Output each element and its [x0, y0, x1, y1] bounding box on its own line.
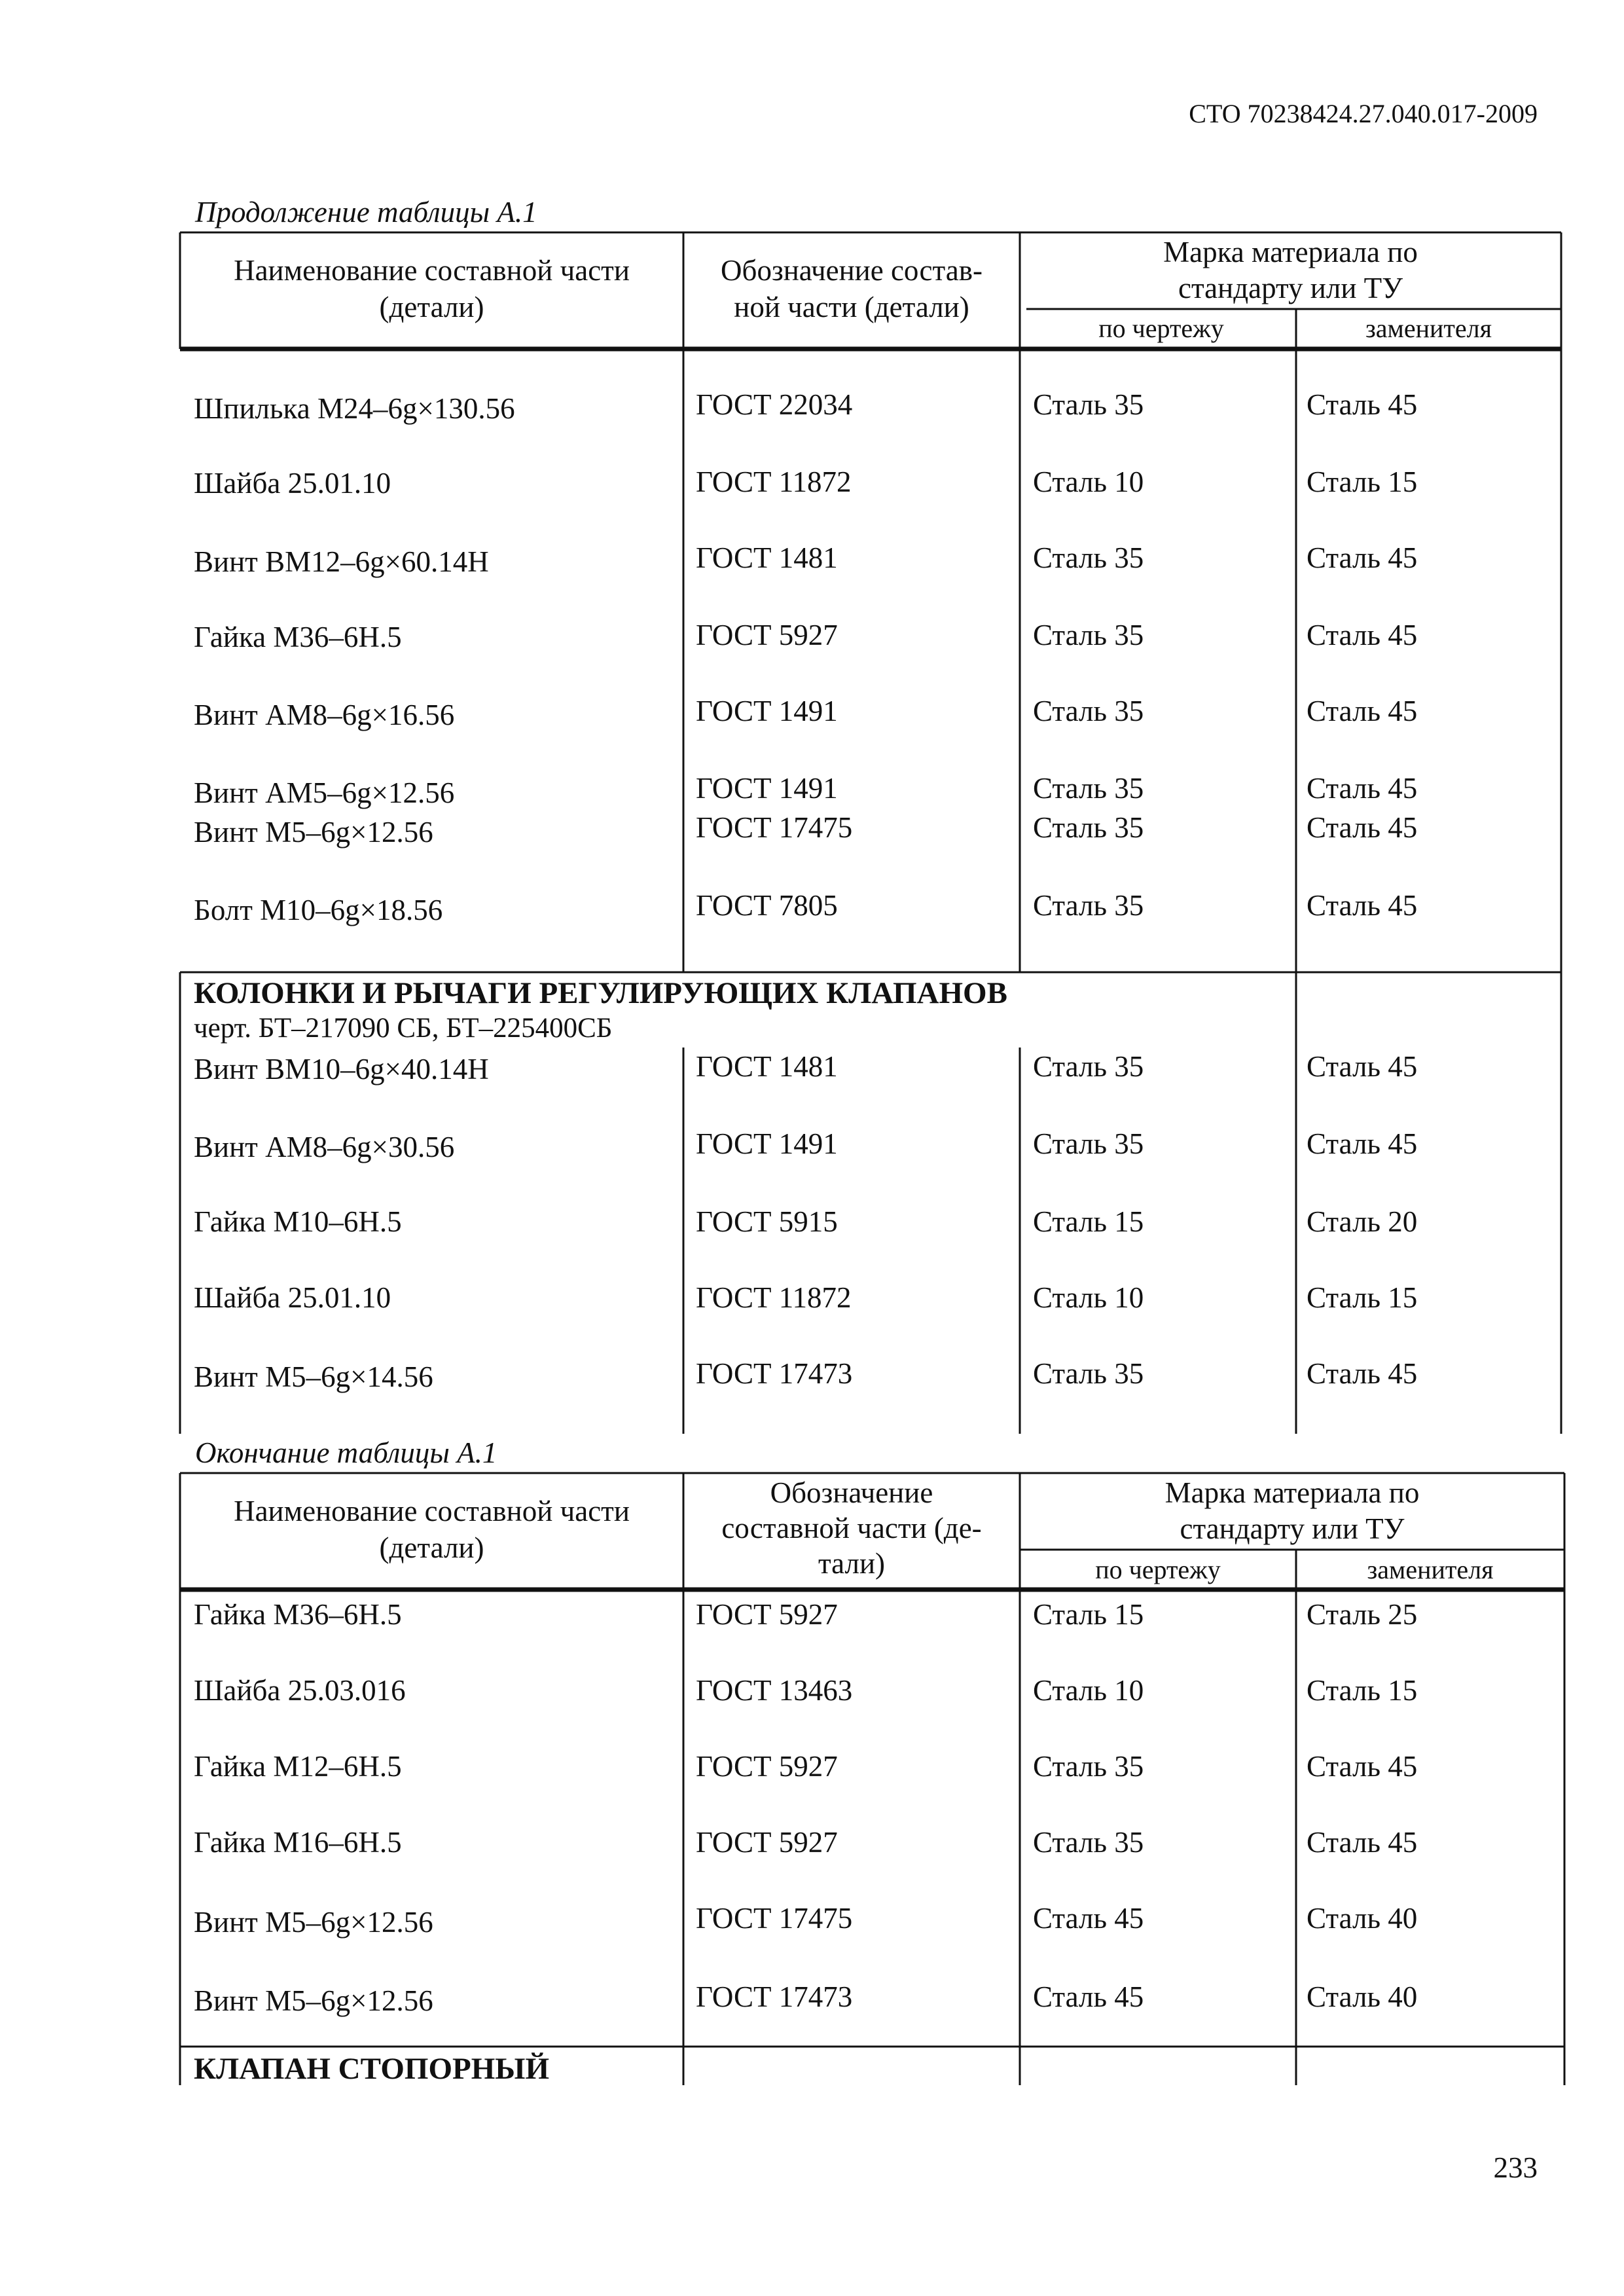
- part-designation: ГОСТ 1491: [696, 772, 838, 805]
- grade-by-drawing: Сталь 35: [1033, 619, 1144, 651]
- part-name: Винт АМ8–6g×16.56: [194, 699, 455, 731]
- document-code: СТО 70238424.27.040.017-2009: [1189, 99, 1538, 128]
- grade-by-drawing: Сталь 35: [1033, 695, 1144, 727]
- grade-by-drawing: Сталь 35: [1033, 1127, 1144, 1160]
- part-designation: ГОСТ 17475: [696, 811, 853, 844]
- part-name: Болт М10–6g×18.56: [194, 894, 443, 926]
- table2-header-name-line2: (детали): [379, 1531, 484, 1565]
- grade-substitute: Сталь 45: [1307, 1826, 1418, 1859]
- table1-header-name-line2: (детали): [379, 291, 484, 324]
- grade-substitute: Сталь 45: [1307, 1050, 1418, 1083]
- grade-substitute: Сталь 45: [1307, 1127, 1418, 1160]
- part-designation: ГОСТ 11872: [696, 465, 852, 498]
- part-name: Винт АМ5–6g×12.56: [194, 776, 455, 809]
- part-name: Винт М5–6g×14.56: [194, 1360, 433, 1393]
- table1-header-name: [180, 252, 683, 326]
- part-designation: ГОСТ 1481: [696, 1050, 838, 1083]
- part-designation: ГОСТ 17473: [696, 1980, 853, 2013]
- part-designation: ГОСТ 17473: [696, 1357, 853, 1390]
- grade-substitute: Сталь 20: [1307, 1205, 1418, 1238]
- grade-by-drawing: Сталь 35: [1033, 772, 1144, 805]
- grade-by-drawing: Сталь 35: [1033, 1750, 1144, 1783]
- grade-by-drawing: Сталь 35: [1033, 1357, 1144, 1390]
- table1-header-designation-line1: Обозначение состав-: [721, 254, 983, 287]
- grade-substitute: Сталь 45: [1307, 1357, 1418, 1390]
- table2-header-grade-line2: стандарту или ТУ: [1180, 1512, 1405, 1545]
- part-designation: ГОСТ 1491: [696, 1127, 838, 1160]
- part-designation: ГОСТ 5927: [696, 1750, 838, 1783]
- table2-header-designation-line2: составной части (де-: [721, 1512, 982, 1544]
- part-designation: ГОСТ 22034: [696, 388, 853, 421]
- grade-substitute: Сталь 15: [1307, 1674, 1418, 1707]
- table2-caption: Окончание таблицы А.1: [195, 1436, 497, 1469]
- grade-substitute: Сталь 45: [1307, 811, 1418, 844]
- part-name: Винт ВМ12–6g×60.14Н: [194, 545, 489, 578]
- part-name: Шайба 25.03.016: [194, 1674, 406, 1707]
- grade-substitute: Сталь 45: [1307, 695, 1418, 727]
- part-designation: ГОСТ 1491: [696, 695, 838, 727]
- table2-header-designation-line3: тали): [818, 1547, 886, 1580]
- table1-header-substitute: заменителя: [1365, 314, 1492, 343]
- table1-header-grade: [1020, 234, 1561, 306]
- table2-header-name: [180, 1493, 683, 1567]
- table2-header-by-drawing: по чертежу: [1095, 1555, 1221, 1584]
- grade-substitute: Сталь 15: [1307, 1281, 1418, 1314]
- section-title: КОЛОНКИ И РЫЧАГИ РЕГУЛИРУЮЩИХ КЛАПАНОВ: [194, 976, 1007, 1010]
- grade-by-drawing: Сталь 45: [1033, 1980, 1144, 2013]
- grade-substitute: Сталь 45: [1307, 772, 1418, 805]
- part-name: Шайба 25.01.10: [194, 1281, 391, 1314]
- grade-substitute: Сталь 45: [1307, 1750, 1418, 1783]
- grade-substitute: Сталь 45: [1307, 889, 1418, 922]
- grade-substitute: Сталь 45: [1307, 388, 1418, 421]
- part-designation: ГОСТ 11872: [696, 1281, 852, 1314]
- part-name: Винт М5–6g×12.56: [194, 1984, 433, 2017]
- section-subtitle: черт. БТ–217090 СБ, БТ–225400СБ: [194, 1013, 613, 1044]
- grade-by-drawing: Сталь 15: [1033, 1598, 1144, 1631]
- table2-header-name-line1: Наименование составной части: [234, 1495, 630, 1527]
- table2-header-designation: [683, 1475, 1020, 1581]
- part-name: Гайка М10–6Н.5: [194, 1205, 402, 1238]
- part-name: Винт ВМ10–6g×40.14Н: [194, 1053, 489, 1085]
- grade-substitute: Сталь 40: [1307, 1980, 1418, 2013]
- table1-header-designation-line2: ной части (детали): [734, 291, 969, 324]
- grade-by-drawing: Сталь 35: [1033, 541, 1144, 574]
- grade-by-drawing: Сталь 35: [1033, 811, 1144, 844]
- page-number: 233: [1493, 2151, 1538, 2184]
- grade-by-drawing: Сталь 10: [1033, 1674, 1144, 1707]
- part-designation: ГОСТ 5927: [696, 1826, 838, 1859]
- grade-by-drawing: Сталь 35: [1033, 388, 1144, 421]
- grade-by-drawing: Сталь 35: [1033, 1050, 1144, 1083]
- grade-by-drawing: Сталь 35: [1033, 889, 1144, 922]
- table1-header-by-drawing: по чертежу: [1098, 314, 1224, 343]
- part-designation: ГОСТ 17475: [696, 1902, 853, 1935]
- part-name: Винт М5–6g×12.56: [194, 816, 433, 848]
- grade-by-drawing: Сталь 10: [1033, 1281, 1144, 1314]
- table1-header-designation: [683, 252, 1020, 326]
- table2-header-grade-line1: Марка материала по: [1164, 1476, 1420, 1509]
- table2-header-grade: [1020, 1475, 1564, 1547]
- part-name: Винт АМ8–6g×30.56: [194, 1131, 455, 1163]
- section-title: КЛАПАН СТОПОРНЫЙ: [194, 2052, 550, 2086]
- grade-substitute: Сталь 25: [1307, 1598, 1418, 1631]
- part-name: Гайка М36–6Н.5: [194, 621, 402, 653]
- grade-by-drawing: Сталь 15: [1033, 1205, 1144, 1238]
- grade-substitute: Сталь 45: [1307, 541, 1418, 574]
- table2-header-substitute: заменителя: [1367, 1555, 1494, 1584]
- grade-substitute: Сталь 45: [1307, 619, 1418, 651]
- part-name: Гайка М12–6Н.5: [194, 1750, 402, 1783]
- part-name: Винт М5–6g×12.56: [194, 1906, 433, 1939]
- part-name: Шпилька М24–6g×130.56: [194, 392, 515, 425]
- part-name: Гайка М36–6Н.5: [194, 1598, 402, 1631]
- table1-header-grade-line2: стандарту или ТУ: [1178, 271, 1403, 304]
- grade-by-drawing: Сталь 45: [1033, 1902, 1144, 1935]
- table2-header-designation-line1: Обозначение: [770, 1476, 933, 1509]
- part-designation: ГОСТ 13463: [696, 1674, 853, 1707]
- part-designation: ГОСТ 7805: [696, 889, 838, 922]
- table1-header-name-line1: Наименование составной части: [234, 254, 630, 287]
- grade-by-drawing: Сталь 35: [1033, 1826, 1144, 1859]
- part-designation: ГОСТ 5927: [696, 619, 838, 651]
- part-designation: ГОСТ 1481: [696, 541, 838, 574]
- part-designation: ГОСТ 5927: [696, 1598, 838, 1631]
- grade-substitute: Сталь 15: [1307, 465, 1418, 498]
- part-name: Гайка М16–6Н.5: [194, 1826, 402, 1859]
- grade-substitute: Сталь 40: [1307, 1902, 1418, 1935]
- table1-caption: Продолжение таблицы А.1: [195, 196, 537, 228]
- part-designation: ГОСТ 5915: [696, 1205, 838, 1238]
- table1-header-grade-line1: Марка материала по: [1163, 236, 1418, 268]
- part-name: Шайба 25.01.10: [194, 467, 391, 500]
- grade-by-drawing: Сталь 10: [1033, 465, 1144, 498]
